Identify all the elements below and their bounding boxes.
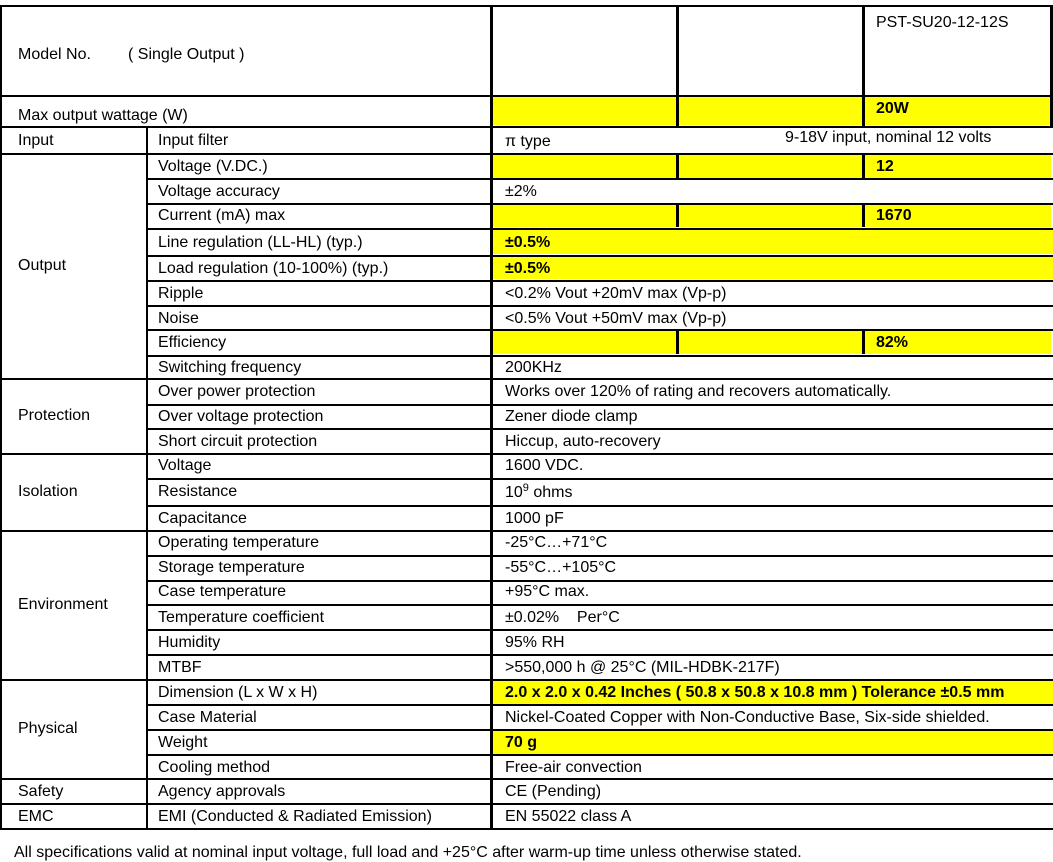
- weight-value: 70 g: [505, 734, 538, 751]
- rule-model-col-3: [862, 5, 865, 127]
- rule-env-2: [147, 580, 1053, 582]
- rule-env-1: [147, 555, 1053, 557]
- weight-label: Weight: [158, 734, 208, 751]
- rule-environment: [0, 679, 1053, 681]
- ripple-value: <0.2% Vout +20mV max (Vp-p): [505, 285, 727, 302]
- wattage-fill-2: [679, 97, 862, 125]
- rule-protection: [0, 453, 1053, 455]
- humidity-value: 95% RH: [505, 634, 565, 651]
- agency-approvals-label: Agency approvals: [158, 783, 286, 800]
- line-regulation-label: Line regulation (LL-HL) (typ.): [158, 234, 363, 251]
- rule-out-1: [147, 178, 1053, 180]
- cooling-value: Free-air convection: [505, 759, 642, 776]
- isolation-resistance-value: [505, 482, 573, 501]
- isolation-group: Isolation: [18, 483, 78, 500]
- rule-top: [0, 5, 1053, 7]
- rule-model-col-2: [676, 5, 679, 127]
- rule-out-5: [147, 280, 1053, 282]
- rule-curr-col-2: [676, 205, 679, 227]
- voltage-accuracy-label: Voltage accuracy: [158, 183, 280, 200]
- efficiency-fill-1: [493, 331, 676, 354]
- footer-note: All specifications valid at nominal input voltage, full load and +25°C after warm-up time unless otherwise stated.: [14, 844, 802, 861]
- over-voltage-value: Zener diode clamp: [505, 408, 638, 425]
- switching-frequency-value: 200KHz: [505, 359, 562, 376]
- ripple-label: Ripple: [158, 285, 204, 302]
- rule-env-3: [147, 604, 1053, 606]
- operating-temp-value: -25°C…+71°C: [505, 534, 608, 551]
- isolation-voltage-label: Voltage: [158, 457, 212, 474]
- case-temp-value: +95°C max.: [505, 583, 590, 600]
- rule-curr-col-3: [862, 205, 865, 227]
- temp-coefficient-value: ±0.02% Per°C: [505, 609, 620, 626]
- rule-phys-1: [147, 704, 1053, 706]
- rule-eff-col-2: [676, 331, 679, 354]
- rule-physical: [0, 778, 1053, 780]
- rule-safety: [0, 803, 1053, 805]
- rule-out-2: [147, 203, 1053, 205]
- model-type: ( Single Output ): [128, 46, 245, 63]
- dimension-value: 2.0 x 2.0 x 0.42 Inches ( 50.8 x 50.8 x 10.8 mm ) Tolerance ±0.5 mm: [505, 684, 1005, 701]
- rule-prot-1: [147, 404, 1053, 406]
- emi-value: EN 55022 class A: [505, 808, 632, 825]
- rule-bottom: [0, 828, 1053, 830]
- noise-value: <0.5% Vout +50mV max (Vp-p): [505, 310, 727, 327]
- rule-eff-col-3: [862, 331, 865, 354]
- temp-coefficient-label: Temperature coefficient: [158, 609, 325, 626]
- case-material-value: Nickel-Coated Copper with Non-Conductive Base, Six-side shielded.: [505, 709, 990, 726]
- output-voltage-label: Voltage (V.DC.): [158, 158, 268, 175]
- efficiency-label: Efficiency: [158, 334, 227, 351]
- resistance-exponent: 9: [522, 482, 529, 494]
- input-group: Input: [18, 132, 54, 149]
- line-regulation-value: ±0.5%: [505, 234, 551, 251]
- emi-label: EMI (Conducted & Radiated Emission): [158, 808, 432, 825]
- rule-phys-3: [147, 754, 1053, 756]
- rule-input: [0, 153, 1053, 155]
- rule-wattage: [0, 126, 1053, 128]
- current-fill-2: [679, 205, 862, 227]
- storage-temp-value: -55°C…+105°C: [505, 559, 617, 576]
- rule-model: [0, 95, 1053, 97]
- isolation-resistance-label: Resistance: [158, 483, 238, 500]
- isolation-capacitance-value: 1000 pF: [505, 510, 564, 527]
- operating-temp-label: Operating temperature: [158, 534, 319, 551]
- rule-volt-col-3: [862, 155, 865, 178]
- output-voltage-value: 12: [876, 158, 894, 175]
- rule-env-4: [147, 629, 1053, 631]
- dimension-label: Dimension (L x W x H): [158, 684, 318, 701]
- rule-out-4: [147, 255, 1053, 257]
- case-material-label: Case Material: [158, 709, 257, 726]
- current-label: Current (mA) max: [158, 207, 286, 224]
- rule-out-6: [147, 305, 1053, 307]
- storage-temp-label: Storage temperature: [158, 559, 305, 576]
- input-filter-label: Input filter: [158, 132, 229, 149]
- rule-iso-2: [147, 505, 1053, 507]
- output-group: Output: [18, 257, 67, 274]
- current-fill-1: [493, 205, 676, 227]
- isolation-capacitance-label: Capacitance: [158, 510, 247, 527]
- rule-out-7: [147, 329, 1053, 331]
- rule-out-3: [147, 228, 1053, 230]
- cooling-label: Cooling method: [158, 759, 271, 776]
- rule-group-col: [146, 126, 148, 830]
- rule-volt-col-2: [676, 155, 679, 178]
- voltage-fill-2: [679, 155, 862, 178]
- model-number: PST-SU20-12-12S: [876, 14, 1009, 31]
- switching-frequency-label: Switching frequency: [158, 359, 302, 376]
- rule-env-5: [147, 654, 1053, 656]
- rule-output: [0, 378, 1053, 380]
- safety-group: Safety: [18, 783, 64, 800]
- emc-group: EMC: [18, 808, 54, 825]
- weight-fill: [493, 731, 1053, 754]
- current-value: 1670: [876, 207, 912, 224]
- over-voltage-label: Over voltage protection: [158, 408, 324, 425]
- rule-value-col: [490, 5, 493, 830]
- noise-label: Noise: [158, 310, 199, 327]
- rule-prot-2: [147, 428, 1053, 430]
- mtbf-value: >550,000 h @ 25°C (MIL-HDBK-217F): [505, 659, 780, 676]
- max-wattage-label: Max output wattage (W): [18, 107, 188, 124]
- line-reg-fill: [493, 230, 1053, 254]
- short-circuit-label: Short circuit protection: [158, 433, 318, 450]
- protection-group: Protection: [18, 407, 91, 424]
- load-reg-fill: [493, 257, 1053, 279]
- mtbf-label: MTBF: [158, 659, 202, 676]
- isolation-voltage-value: 1600 VDC.: [505, 457, 584, 474]
- physical-group: Physical: [18, 720, 78, 737]
- case-temp-label: Case temperature: [158, 583, 287, 600]
- resistance-unit: ohms: [533, 484, 573, 501]
- model-label: Model No.: [18, 46, 91, 63]
- rule-phys-2: [147, 729, 1053, 731]
- load-regulation-label: Load regulation (10-100%) (typ.): [158, 260, 389, 277]
- rule-iso-1: [147, 478, 1053, 480]
- voltage-accuracy-value: ±2%: [505, 183, 537, 200]
- over-power-value: Works over 120% of rating and recovers automatically.: [505, 383, 892, 400]
- rule-out-8: [147, 355, 1053, 357]
- load-regulation-value: ±0.5%: [505, 260, 551, 277]
- input-note: 9-18V input, nominal 12 volts: [785, 129, 992, 146]
- humidity-label: Humidity: [158, 634, 221, 651]
- environment-group: Environment: [18, 596, 108, 613]
- wattage-fill-1: [493, 97, 676, 125]
- resistance-base: 10: [505, 484, 523, 501]
- short-circuit-value: Hiccup, auto-recovery: [505, 433, 661, 450]
- input-filter-value: π type: [505, 133, 551, 150]
- rule-isolation: [0, 530, 1053, 532]
- efficiency-value: 82%: [876, 334, 909, 351]
- rule-left: [0, 5, 2, 830]
- efficiency-fill-2: [679, 331, 862, 354]
- agency-approvals-value: CE (Pending): [505, 783, 602, 800]
- voltage-fill-1: [493, 155, 676, 178]
- max-wattage-value: 20W: [876, 100, 909, 117]
- over-power-label: Over power protection: [158, 383, 316, 400]
